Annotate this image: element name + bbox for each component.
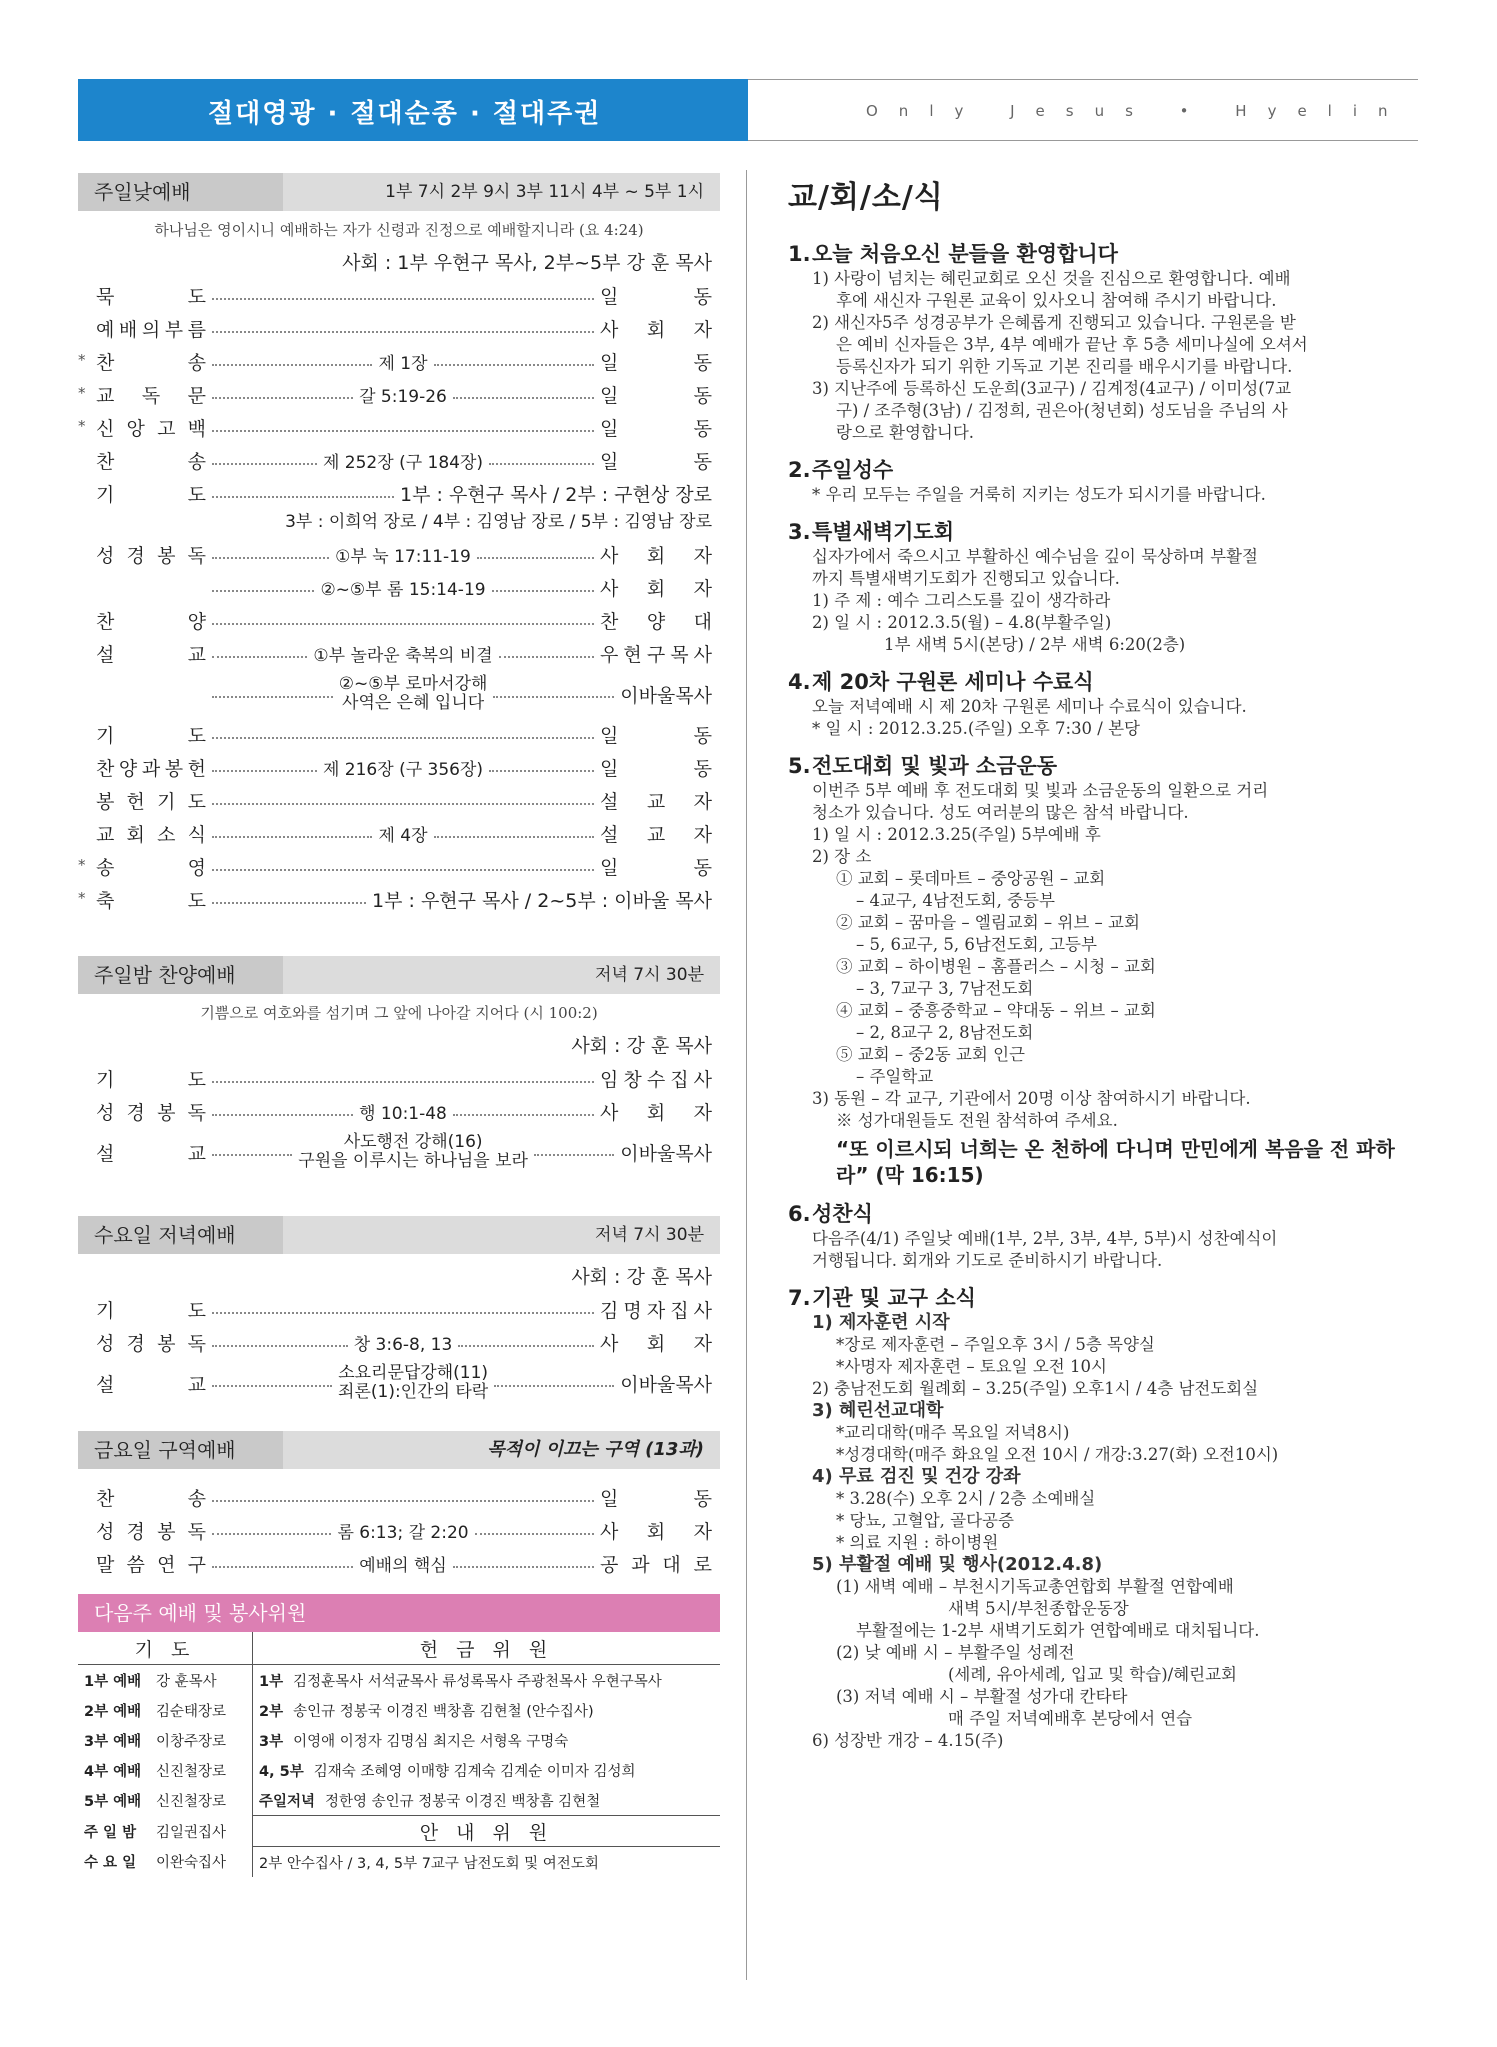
news-item (788, 750, 1420, 1188)
order-row (78, 718, 720, 751)
service-label: 4부 예배 (84, 1763, 142, 1780)
order-detail: ①부 놀라운 축복의 비결 (313, 646, 493, 666)
order-row (78, 1547, 720, 1580)
news-line: 구) / 조주형(3남) / 김정희, 권은아(청년회) 성도님을 주님의 사 (836, 401, 1288, 420)
news-line: * 우리 모두는 주일을 거룩히 지키는 성도가 되시기를 바랍니다. (812, 485, 1266, 504)
order-detail: 갈 5:19-26 (359, 387, 447, 407)
leader: 사회 : 강 훈 목사 (571, 1035, 712, 1057)
news-item (788, 1198, 1420, 1272)
news-line: 매 주일 저녁예배후 본당에서 연습 (948, 1709, 1193, 1728)
news-item (788, 666, 1420, 740)
news-line: 까지 특별새벽기도회가 진행되고 있습니다. (812, 569, 1120, 588)
news-line: 1) 제자훈련 시작 (812, 1312, 950, 1333)
news-line: 부활절에는 1-2부 새벽기도회가 연합예배로 대치됩니다. (856, 1621, 1260, 1640)
order-leader: 일 동 (600, 418, 712, 440)
order-row (78, 604, 720, 637)
news-line: 등록신자가 되기 위한 기독교 기본 진리를 배우시기를 바랍니다. (836, 357, 1293, 376)
order-detail: 제 216장 (구 356장) (322, 760, 484, 780)
order-detail: 소요리문답강해(11) 죄론(1):인간의 타락 (338, 1363, 489, 1402)
table-row (78, 1785, 720, 1816)
order-row (78, 1062, 720, 1095)
service-label: 1부 예배 (84, 1673, 142, 1690)
order-label: 기 도 (96, 725, 206, 747)
news-line: (1) 새벽 예배 – 부천시기독교총연합회 부활절 연합예배 (836, 1577, 1234, 1596)
news-line: * 일 시 : 2012.3.25.(주일) 오후 7:30 / 본당 (812, 719, 1140, 738)
news-line: ⑤ 교회 – 중2동 교회 인근 (836, 1045, 1025, 1064)
news-line: 후에 새신자 구원론 교육이 있사오니 참여해 주시기 바랍니다. (836, 291, 1277, 310)
order-leader: 일 동 (600, 725, 712, 747)
news-item (788, 238, 1420, 444)
section-time: 목적이 이끄는 구역 (13과) (487, 1439, 704, 1460)
news-line: ④ 교회 – 중흥중학교 – 약대동 – 위브 – 교회 (836, 1001, 1156, 1020)
worship-order-column (78, 173, 720, 1877)
leader: 사회 : 강 훈 목사 (571, 1266, 712, 1288)
news-line: *장로 제자훈련 – 주일오후 3시 / 5층 목양실 (836, 1335, 1155, 1354)
news-line: 6) 성장반 개강 – 4.15(주) (812, 1731, 1004, 1750)
order-row (78, 670, 720, 718)
news-line: 1) 일 시 : 2012.3.25(주일) 5부예배 후 (812, 825, 1101, 844)
offering-cell: 2부 송인규 정봉국 이경진 백창흠 김현철 (안수집사) (259, 1703, 594, 1720)
service-label: 2부 예배 (84, 1703, 142, 1720)
order-row (78, 279, 720, 312)
order-leader: 사 회 자 (600, 319, 712, 341)
section-header (78, 173, 720, 211)
slogan-banner (78, 79, 748, 141)
section-title: 주일낮예배 (78, 173, 283, 211)
order-row (78, 1481, 720, 1514)
news-heading: 2.주일성수 (788, 458, 894, 482)
section-header (78, 1431, 720, 1469)
news-line: 랑으로 환영합니다. (836, 423, 975, 442)
order-leader: 임 창 수 집 사 (600, 1069, 712, 1091)
news-line: 2) 일 시 : 2012.3.5(월) – 4.8(부활주일) (812, 613, 1112, 632)
news-line: 은 예비 신자들은 3부, 4부 예배가 끝난 후 5층 세미나실에 오셔서 (836, 335, 1308, 354)
news-line: *사명자 제자훈련 – 토요일 오전 10시 (836, 1357, 1107, 1376)
stand-mark: * (78, 351, 86, 369)
order-leader: 설 교 자 (600, 824, 712, 846)
order-detail: 창 3:6-8, 13 (353, 1335, 453, 1355)
order-label: 묵 도 (96, 286, 206, 308)
order-row (78, 637, 720, 670)
section-time: 1부 7시 2부 9시 3부 11시 4부 ~ 5부 1시 (385, 182, 704, 202)
news-line: ※ 성가대원들도 전원 참석하여 주세요. (836, 1111, 1118, 1130)
news-line: 오늘 저녁예배 시 제 20차 구원론 세미나 수료식이 있습니다. (812, 697, 1247, 716)
order-leader: 사 회 자 (600, 545, 712, 567)
order-leader: 사 회 자 (600, 578, 712, 600)
order-row (78, 1326, 720, 1359)
order-row (78, 538, 720, 571)
order-label: 설 교 (96, 1373, 206, 1396)
order-leader: 김 명 자 집 사 (600, 1300, 712, 1322)
order-row (78, 477, 720, 510)
offering-header: 헌 금 위 원 (253, 1632, 721, 1665)
service-person: 김일권집사 (150, 1816, 253, 1847)
order-leader: 일 동 (600, 1488, 712, 1510)
order-label: 기 도 (96, 484, 206, 506)
news-line: 3) 혜린선교대학 (812, 1400, 944, 1421)
news-heading: 6.성찬식 (788, 1202, 873, 1226)
news-line: 십자가에서 죽으시고 부활하신 예수님을 깊이 묵상하며 부활절 (812, 547, 1258, 566)
tagline-bar (748, 79, 1418, 141)
next-week-title: 다음주 예배 및 봉사위원 (78, 1594, 720, 1632)
order-leader: 일 동 (600, 857, 712, 879)
news-line: 1부 새벽 5시(본당) / 2부 새벽 6:20(2층) (884, 635, 1186, 654)
news-heading: 4.제 20차 구원론 세미나 수료식 (788, 670, 1094, 694)
order-label: 성 경 봉 독 (96, 1102, 206, 1124)
order-label: 봉 헌 기 도 (96, 791, 206, 813)
order-label: 예 배 의 부 름 (96, 319, 206, 341)
news-line: ① 교회 – 롯데마트 – 중앙공원 – 교회 (836, 869, 1106, 888)
news-heading: 7.기관 및 교구 소식 (788, 1286, 976, 1310)
news-line: (세례, 유아세례, 입교 및 학습)/혜린교회 (948, 1665, 1237, 1684)
news-heading: 5.전도대회 및 빛과 소금운동 (788, 754, 1058, 778)
order-leader: 일 동 (600, 758, 712, 780)
order-leader: 1부 : 우현구 목사 / 2부 : 구현상 장로 (400, 484, 712, 506)
news-line: *성경대학(매주 화요일 오전 10시 / 개강:3.27(화) 오전10시) (836, 1445, 1279, 1464)
news-line: – 5, 6교구, 5, 6남전도회, 고등부 (856, 935, 1097, 954)
news-line: – 주일학교 (856, 1067, 934, 1086)
service-table (78, 1632, 720, 1877)
section-header (78, 1216, 720, 1254)
news-line: 다음주(4/1) 주일낮 예배(1부, 2부, 3부, 4부, 5부)시 성찬예식이 (812, 1229, 1278, 1248)
table-row (78, 1725, 720, 1755)
order-row (78, 571, 720, 604)
guide-header: 안 내 위 원 (253, 1816, 721, 1847)
order-label: * 송 영 (78, 856, 206, 879)
order-row (78, 751, 720, 784)
section-header (78, 956, 720, 994)
stand-mark: * (78, 384, 86, 402)
news-line: ③ 교회 – 하이병원 – 홈플러스 – 시청 – 교회 (836, 957, 1156, 976)
service-person: 김순태장로 (150, 1695, 253, 1725)
news-line: 3) 동원 – 각 교구, 기관에서 20명 이상 참여하시기 바랍니다. (812, 1089, 1251, 1108)
news-line: ② 교회 – 꿈마을 – 엘림교회 – 위브 – 교회 (836, 913, 1140, 932)
order-leader: 이바울목사 (620, 684, 712, 707)
order-detail: 행 10:1-48 (359, 1104, 447, 1124)
order-label: * 축 도 (78, 889, 206, 912)
order-leader: 사 회 자 (600, 1102, 712, 1124)
order-leader: 일 동 (600, 385, 712, 407)
news-line: – 3, 7교구 3, 7남전도회 (856, 979, 1034, 998)
news-line: 새벽 5시/부천종합운동장 (948, 1599, 1129, 1618)
order-leader: 사 회 자 (600, 1333, 712, 1355)
news-item (788, 454, 1420, 506)
order-leader: 사 회 자 (600, 1521, 712, 1543)
order-row (78, 1293, 720, 1326)
service-label: 3부 예배 (84, 1733, 142, 1750)
news-line: *교리대학(매주 목요일 저녁8시) (836, 1423, 1070, 1442)
service-label: 주 일 밤 (84, 1824, 137, 1841)
verse: 기쁨으로 여호와를 섬기며 그 앞에 나아갈 지어다 (시 100:2) (200, 1004, 598, 1022)
order-label: 설 교 (96, 644, 206, 666)
order-row (78, 1514, 720, 1547)
order-row (78, 345, 720, 378)
order-label: 교 회 소 식 (96, 824, 206, 846)
news-item (788, 516, 1420, 656)
order-leader: 이바울목사 (620, 1373, 712, 1396)
section-title: 수요일 저녁예배 (78, 1216, 283, 1254)
offering-cell: 1부 김정훈목사 서석균목사 류성록목사 주광천목사 우현구목사 (259, 1673, 662, 1690)
order-leader: 일 동 (600, 286, 712, 308)
service-person: 강 훈목사 (150, 1665, 253, 1696)
order-label: 기 도 (96, 1300, 206, 1322)
news-line: 청소가 있습니다. 성도 여러분의 많은 참석 바랍니다. (812, 803, 1189, 822)
table-row (78, 1665, 720, 1696)
slogan: 절대영광 · 절대순종 · 절대주권 (208, 99, 602, 129)
news-line: 5) 부활절 예배 및 행사(2012.4.8) (812, 1554, 1103, 1575)
news-line: 이번주 5부 예배 후 전도대회 및 빛과 소금운동의 일환으로 거리 (812, 781, 1269, 800)
service-person: 신진철장로 (150, 1785, 253, 1816)
order-row (78, 1359, 720, 1407)
news-title: 교/회/소/식 (788, 180, 944, 215)
news-line: 2) 충남전도회 월례회 – 3.25(주일) 오후1시 / 4층 남전도회실 (812, 1379, 1259, 1398)
order-row (78, 411, 720, 444)
order-detail: ②~⑤부 로마서강해 사역은 은혜 입니다 (338, 674, 488, 713)
order-leader: 설 교 자 (600, 791, 712, 813)
verse: 하나님은 영이시니 예배하는 자가 신령과 진정으로 예배할지니라 (요 4:24) (154, 221, 644, 239)
order-label: 찬 양 과 봉 헌 (96, 758, 206, 780)
stand-mark: * (78, 856, 86, 874)
news-line: 2) 새신자5주 성경공부가 은혜롭게 진행되고 있습니다. 구원론을 받 (812, 313, 1296, 332)
news-item (788, 1282, 1420, 1752)
order-label: 성 경 봉 독 (96, 1333, 206, 1355)
order-label: 기 도 (96, 1069, 206, 1091)
offering-cell: 4, 5부 김재숙 조혜영 이매향 김계숙 김계순 이미자 김성희 (259, 1763, 636, 1780)
order-detail: 제 252장 (구 184장) (322, 453, 484, 473)
prayer-header: 기 도 (78, 1632, 253, 1665)
news-heading: 3.특별새벽기도회 (788, 520, 955, 544)
news-line: * 당뇨, 고혈압, 골다공증 (836, 1511, 1014, 1530)
news-line: (3) 저녁 예배 시 – 부활절 성가대 칸타타 (836, 1687, 1128, 1706)
order-label: * 찬 송 (78, 351, 206, 374)
order-detail: 제 4장 (378, 826, 428, 846)
order-label: 찬 송 (96, 451, 206, 473)
table-row (78, 1816, 720, 1847)
news-heading: 1.오늘 처음오신 분들을 환영합니다 (788, 242, 1118, 266)
prayer-line: 3부 : 이희억 장로 / 4부 : 김영남 장로 / 5부 : 김영남 장로 (285, 512, 712, 532)
table-row (78, 1695, 720, 1725)
order-leader: 우 현 구 목 사 (600, 644, 712, 666)
order-leader: 이바울목사 (620, 1142, 712, 1165)
church-news-column (788, 170, 1420, 1762)
news-line: 4) 무료 검진 및 건강 강좌 (812, 1466, 1021, 1487)
order-label: 설 교 (96, 1142, 206, 1165)
news-line: 2) 장 소 (812, 847, 872, 866)
order-row (78, 817, 720, 850)
order-detail: 롬 6:13; 갈 2:20 (337, 1523, 469, 1543)
tagline: Only Jesus • Hyelin (866, 102, 1409, 120)
order-row (78, 444, 720, 477)
service-label: 수 요 일 (84, 1855, 137, 1872)
order-label: * 신 앙 고 백 (78, 417, 206, 440)
news-line: 3) 지난주에 등록하신 도운희(3교구) / 김계정(4교구) / 이미성(7교 (812, 379, 1292, 398)
order-row (78, 312, 720, 345)
guide-cell: 2부 안수집사 / 3, 4, 5부 7교구 남전도회 및 여전도회 (259, 1855, 599, 1872)
news-line: (2) 낮 예배 시 – 부활주일 성례전 (836, 1643, 1075, 1662)
service-person: 이창주장로 (150, 1725, 253, 1755)
section-title: 금요일 구역예배 (78, 1431, 283, 1469)
order-row (78, 1128, 720, 1176)
news-line: – 2, 8교구 2, 8남전도회 (856, 1023, 1034, 1042)
order-leader: 공 과 대 로 (600, 1554, 712, 1576)
order-label: * 교 독 문 (78, 384, 206, 407)
service-person: 신진철장로 (150, 1755, 253, 1785)
stand-mark: * (78, 417, 86, 435)
service-label: 5부 예배 (84, 1793, 142, 1810)
stand-mark: * (78, 889, 86, 907)
order-detail: ②~⑤부 롬 15:14-19 (320, 580, 486, 600)
table-row (78, 1847, 720, 1878)
news-line: 1) 주 제 : 예수 그리스도를 깊이 생각하라 (812, 591, 1111, 610)
order-detail: 예배의 핵심 (359, 1556, 447, 1576)
section-title: 주일밤 찬양예배 (78, 956, 283, 994)
order-label: 찬 송 (96, 1488, 206, 1510)
order-row (78, 378, 720, 411)
order-row (78, 850, 720, 883)
order-row (78, 883, 720, 916)
leader: 사회 : 1부 우현구 목사, 2부~5부 강 훈 목사 (342, 252, 712, 274)
page-header (78, 79, 1418, 141)
order-label: 성 경 봉 독 (96, 1521, 206, 1543)
order-row (78, 1095, 720, 1128)
order-leader: 찬 양 대 (600, 611, 712, 633)
order-label: 찬 양 (96, 611, 206, 633)
order-row (78, 784, 720, 817)
order-label: 성 경 봉 독 (96, 545, 206, 567)
offering-cell: 3부 이영애 이정자 김명심 최지은 서형옥 구명숙 (259, 1733, 569, 1750)
order-detail: 사도행전 강해(16) 구원을 이루시는 하나님을 보라 (298, 1132, 528, 1171)
order-leader: 1부 : 우현구 목사 / 2~5부 : 이바울 목사 (372, 890, 712, 912)
order-detail: 제 1장 (378, 354, 428, 374)
news-quote: “또 이르시되 너희는 온 천하에 다니며 만민에게 복음을 전 파하라” (막 16:15) (836, 1137, 1395, 1187)
column-divider (746, 170, 747, 1980)
order-detail: ①부 눅 17:11-19 (335, 547, 471, 567)
service-person: 이완숙집사 (150, 1847, 253, 1878)
order-label: 말 씀 연 구 (96, 1554, 206, 1576)
news-line: * 3.28(수) 오후 2시 / 2층 소예배실 (836, 1489, 1096, 1508)
order-leader: 일 동 (600, 352, 712, 374)
news-line: * 의료 지원 : 하이병원 (836, 1533, 999, 1552)
news-line: 거행됩니다. 회개와 기도로 준비하시기 바랍니다. (812, 1251, 1163, 1270)
order-leader: 일 동 (600, 451, 712, 473)
section-time: 저녁 7시 30분 (595, 1225, 704, 1245)
section-time: 저녁 7시 30분 (595, 965, 704, 985)
news-line: 1) 사랑이 넘치는 혜린교회로 오신 것을 진심으로 환영합니다. 예배 (812, 269, 1291, 288)
table-row (78, 1755, 720, 1785)
news-line: – 4교구, 4남전도회, 중등부 (856, 891, 1055, 910)
offering-cell: 주일저녁 정한영 송인규 정봉국 이경진 백창흠 김현철 (259, 1793, 601, 1810)
